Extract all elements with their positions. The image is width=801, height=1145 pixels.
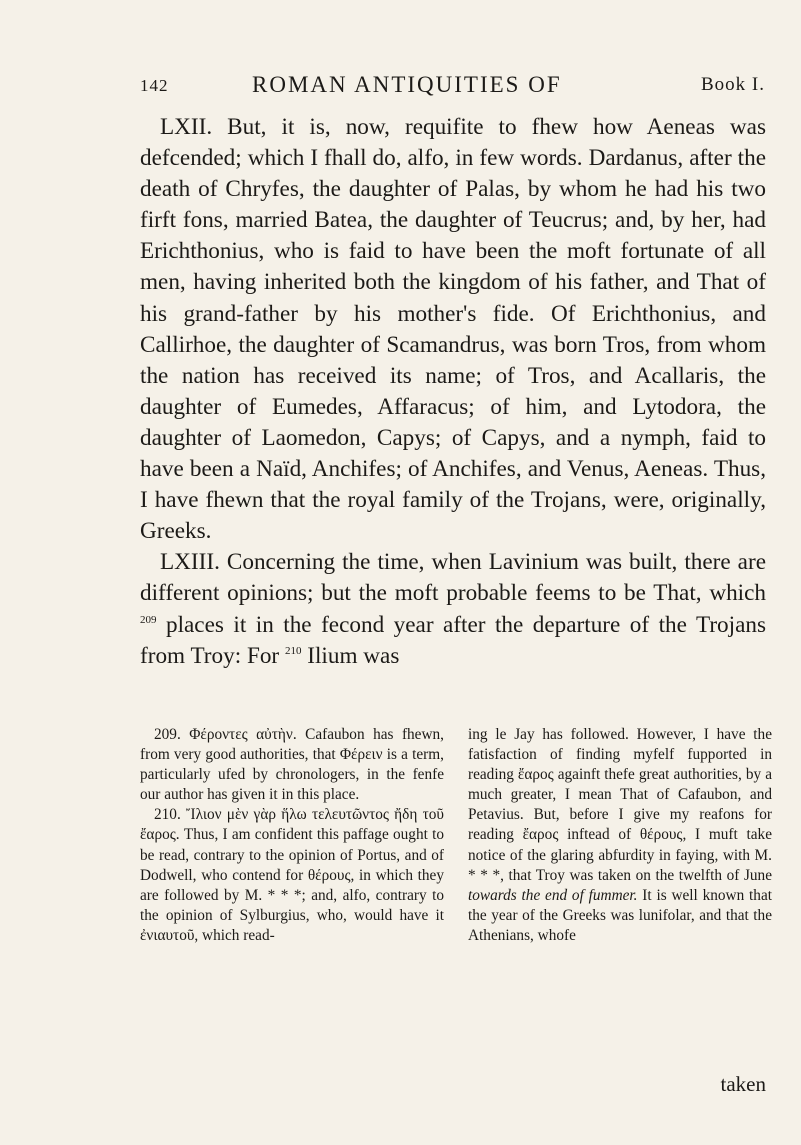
lxiii-text-b: places it in the fecond year after the departure of the Trojans from Troy: For bbox=[140, 611, 766, 669]
main-text bbox=[140, 112, 766, 672]
catchword: taken bbox=[720, 1072, 766, 1096]
footnote-column-left bbox=[140, 725, 444, 946]
book-label: Book I. bbox=[701, 74, 765, 95]
page-header bbox=[140, 64, 765, 104]
footnote-text-a: ing le Jay has followed. However, I have the fatisfaction of finding myfelf fupported in reading ἔαρος againft thefe great authorities, by a much greater, I mean That of Cafaubon, and Petavius. But, before I give my reafons for reading ἔαρος inftead of θέρους, I muft take notice of the glaring abfurdity in faying, with M. * * *, that Troy was taken on the twelfth of June bbox=[468, 726, 772, 884]
lxiii-text-a: LXIII. Concerning the time, when Lavinium was built, there are different opinions; but the moft probable feems to be That, which bbox=[140, 549, 766, 607]
paragraph-lxii: LXII. But, it is, now, requifite to fhew how Aeneas was defcended; which I fhall do, alfo, in few words. Dardanus, after the death of Chryfes, the daughter of Palas, by whom he had his two firft fons, married Batea, the daughter of Teucrus; and, by her, had Erichthonius, who is faid to have been the moft fortunate of all men, having inherited both the kingdom of his father, and That of his grand-father by his mother's fide. Of Erichthonius, and Callirhoe, the daughter of Scamandrus, was born Tros, from whom the nation has received its name; of Tros, and Acallaris, the daughter of Eumedes, Affaracus; of him, and Lytodora, the daughter of Laomedon, Capys; of Capys, and a nymph, faid to have been a Naïd, Anchifes; of Anchifes, and Venus, Aeneas. Thus, I have fhewn that the royal family of the Trojans, were, originally, Greeks. bbox=[140, 114, 766, 545]
footnotes bbox=[140, 725, 772, 946]
lxiii-text-c: Ilium was bbox=[301, 642, 400, 669]
footnote-italic-phrase: towards the end of fummer. bbox=[468, 886, 638, 904]
footnote-209: 209. Φέροντες αὐτὴν. Cafaubon has fhewn, from very good authorities, that Φέρειν is a term, particularly ufed by chronologers, in the fenfe our author has given it in this place. bbox=[140, 726, 444, 804]
running-title: ROMAN ANTIQUITIES OF bbox=[252, 72, 562, 97]
footnote-210-continued bbox=[468, 725, 772, 946]
footnote-text-b: It is well known that the year of the Greeks was lunifolar, and that the Athenians, whofe bbox=[468, 886, 772, 944]
footnote-column-right bbox=[468, 725, 772, 946]
footnote-ref-210: 210 bbox=[284, 644, 302, 657]
footnote-210: 210. Ἴλιον μὲν γὰρ ἥλω τελευτῶντος ἤδη τοῦ ἔαρος. Thus, I am confident this paffage ought to be read, contrary to the opinion of Portus, and of Dodwell, who contend for θέρους, in which they are followed by M. * * *; and, alfo, contrary to the opinion of Sylburgius, who, would have it ἐνιαυτοῦ, which read- bbox=[140, 806, 444, 944]
page-number: 142 bbox=[140, 76, 169, 95]
paragraph-lxiii bbox=[140, 547, 766, 671]
footnote-ref-209: 209 bbox=[140, 613, 157, 626]
